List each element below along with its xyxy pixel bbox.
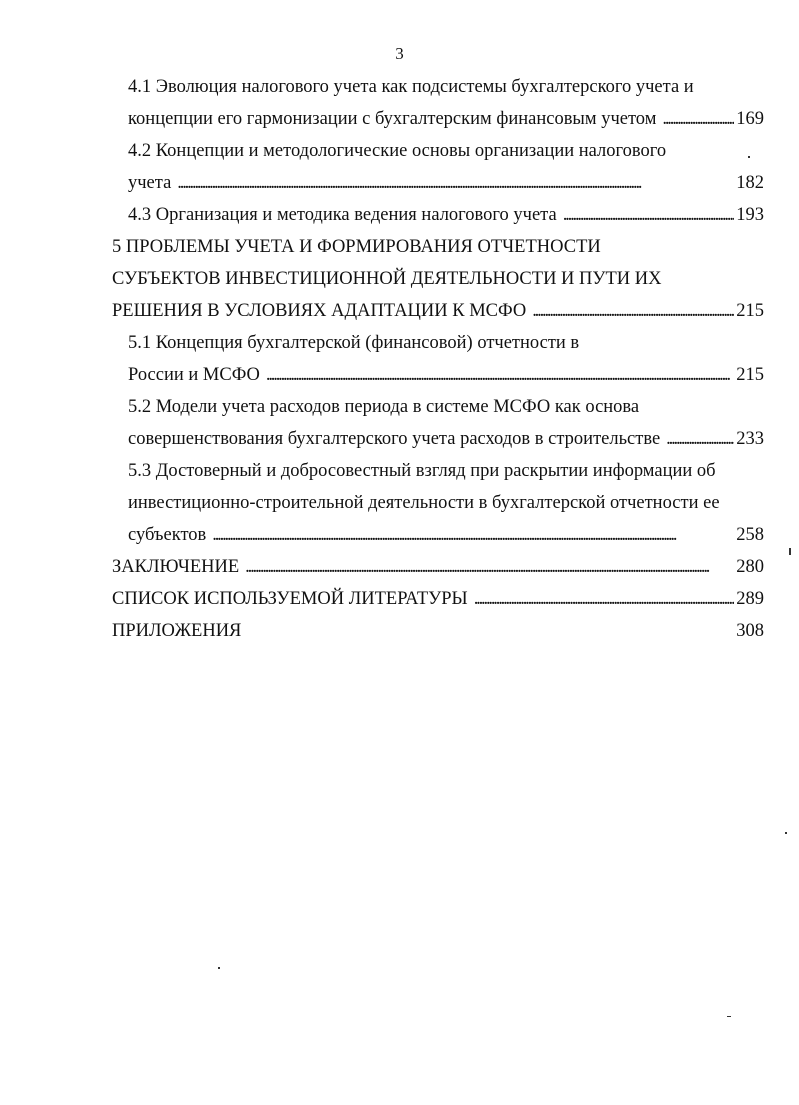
toc-page-number: 289 xyxy=(736,589,764,609)
scan-speck xyxy=(218,967,220,969)
scan-speck xyxy=(785,832,787,834)
toc-entry-5-3-line-2: инвестиционно-строительной деятельности в бухгалтерской отчетности ее xyxy=(128,493,720,513)
toc-page-number: 215 xyxy=(736,365,764,385)
toc-entry-4-1-line-1: 4.1 Эволюция налогового учета как подсистемы бухгалтерского учета и xyxy=(128,77,694,97)
dot-leader xyxy=(245,556,734,578)
toc-bibliography xyxy=(112,588,764,610)
toc-page-number: 280 xyxy=(736,557,764,577)
toc-page-number: 215 xyxy=(736,301,764,321)
toc-bibliography-label: СПИСОК ИСПОЛЬЗУЕМОЙ ЛИТЕРАТУРЫ xyxy=(112,589,468,609)
toc-chapter-5-line-1: 5 ПРОБЛЕМЫ УЧЕТА И ФОРМИРОВАНИЯ ОТЧЕТНОСТИ xyxy=(112,237,601,257)
toc-entry-4-1-line-2: концепции его гармонизации с бухгалтерским финансовым учетом xyxy=(128,109,657,129)
toc-appendices xyxy=(112,620,764,642)
toc-page-number: 308 xyxy=(736,621,764,641)
page-number: 3 xyxy=(395,44,404,63)
toc-conclusion-label: ЗАКЛЮЧЕНИЕ xyxy=(112,557,240,577)
toc-page-number: 193 xyxy=(736,205,764,225)
toc-entry-4-3 xyxy=(128,204,764,226)
dot-leader xyxy=(666,428,734,450)
dot-leader xyxy=(177,172,734,194)
dot-leader xyxy=(563,204,735,226)
toc-entry-4-2-line-1: 4.2 Концепции и методологические основы организации налогового xyxy=(128,141,667,161)
dot-leader xyxy=(532,300,734,322)
toc-entry-5-1-line-2: России и МСФО xyxy=(128,365,260,385)
toc-entry-4-3-line-1: 4.3 Организация и методика ведения налогового учета xyxy=(128,205,557,225)
toc-entry-5-2 xyxy=(128,428,764,450)
scan-speck xyxy=(748,156,750,158)
toc-entry-5-3-line-1: 5.3 Достоверный и добросовестный взгляд при раскрытии информации об xyxy=(128,461,716,481)
toc-entry-5-3-line-3: субъектов xyxy=(128,525,207,545)
dot-leader xyxy=(212,524,734,546)
toc-page-number: 182 xyxy=(736,173,764,193)
toc-chapter-5-line-2: СУБЪЕКТОВ ИНВЕСТИЦИОННОЙ ДЕЯТЕЛЬНОСТИ И ПУТИ ИХ xyxy=(112,269,662,289)
toc-entry-5-2-line-2: совершенствования бухгалтерского учета расходов в строительстве xyxy=(128,429,661,449)
scan-speck xyxy=(789,548,791,555)
toc-entry-5-1-line-1: 5.1 Концепция бухгалтерской (финансовой) отчетности в xyxy=(128,333,580,353)
toc-entry-5-3 xyxy=(128,524,764,546)
dot-leader xyxy=(662,108,734,130)
toc-page-number: 169 xyxy=(736,109,764,129)
toc-page-number: 233 xyxy=(736,429,764,449)
dot-leader xyxy=(474,588,735,610)
toc-conclusion xyxy=(112,556,764,578)
toc-chapter-5 xyxy=(112,300,764,322)
toc-chapter-5-line-3: РЕШЕНИЯ В УСЛОВИЯХ АДАПТАЦИИ К МСФО xyxy=(112,301,527,321)
toc-entry-4-2-line-2: учета xyxy=(128,173,172,193)
toc-entry-4-2 xyxy=(128,172,764,194)
toc-entry-5-2-line-1: 5.2 Модели учета расходов периода в системе МСФО как основа xyxy=(128,397,640,417)
toc-entry-5-1 xyxy=(128,364,764,386)
toc-page-number: 258 xyxy=(736,525,764,545)
dot-leader xyxy=(266,364,734,386)
toc-entry-4-1 xyxy=(128,108,764,130)
scan-speck xyxy=(727,1016,731,1017)
toc-appendices-label: ПРИЛОЖЕНИЯ xyxy=(112,621,242,641)
